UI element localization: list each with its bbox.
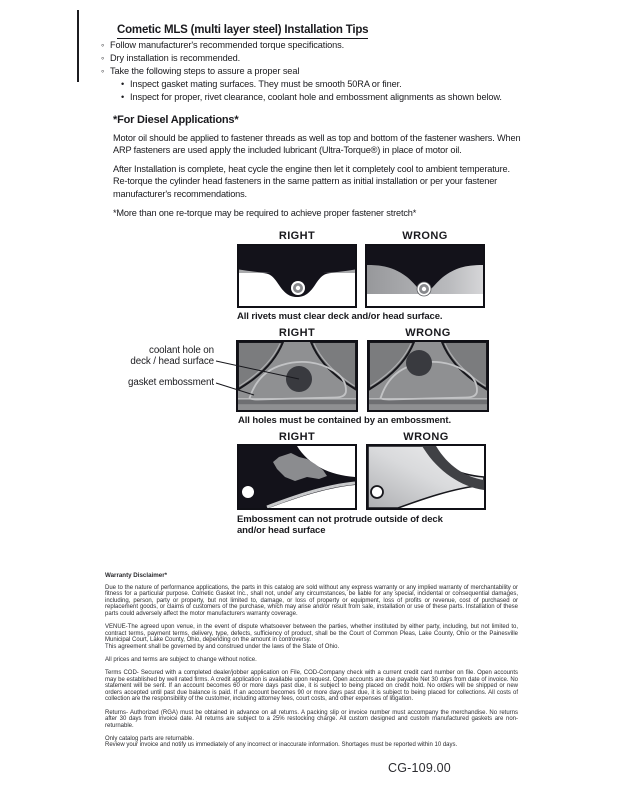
crop-mark-line: [77, 10, 79, 82]
tip-text: Dry installation is recommended.: [110, 53, 241, 63]
tip-sub-item: [121, 78, 502, 91]
embossment-wrong-diagram: [366, 444, 486, 510]
tip-item: [101, 65, 502, 78]
tips-list: [101, 39, 502, 104]
rivet-interfere-illustration: [367, 246, 483, 306]
diesel-paragraph: Motor oil should be applied to fastener threads as well as top and bottom of the fastener washers. When ARP fasteners are used apply the included lubricant (Ultra-Torque®) in place of motor oil.: [113, 132, 521, 156]
gasket-embossment-annotation: gasket embossment: [128, 377, 214, 388]
rivet-caption: All rivets must clear deck and/or head surface.: [237, 311, 443, 322]
legal-paragraph: Returns- Authorized (RGA) must be obtained in advance on all returns. A packing slip or invoice number must accompany the merchandise. No returns after 30 days from invoice date. All returns are subject to a 25% restocking charge. All custom designed and custom manufactured gaskets are non-returnable.: [105, 709, 518, 729]
embossment-right-diagram: [237, 444, 357, 510]
hole-not-contained-illustration: [369, 342, 487, 410]
warranty-heading: Warranty Disclaimer*: [105, 572, 168, 579]
legal-paragraph: This agreement shall be governed by and construed under the laws of the State of Ohio.: [105, 643, 340, 650]
coolant-hole-wrong-diagram: [367, 340, 489, 412]
legal-paragraph: Only catalog parts are returnable.: [105, 735, 195, 742]
tip-item: [101, 52, 502, 65]
rivet-clear-illustration: [239, 246, 355, 306]
legal-paragraph: Terms COD- Secured with a completed dealer/jobber application on File, COD-Company check with a current credit card number on file. Open accounts may be established by well rated firms. A credit application is available upon request. Open accounts are due payable Net 30 days from date of invoice. No statement will be sent. If an account becomes 60 or more days past due, it is subject to being placed on credit hold. No orders will be shipped or new orders accepted until past due balance is paid. If an account becomes 90 or more days past due, it is subject to being placed for collections. All costs of collection are the responsibility of the customer, including attorney fees, court costs, and other expenses of litigation.: [105, 670, 518, 703]
sub-bullet-icon: •: [121, 92, 125, 102]
rivet-wrong-diagram: [365, 244, 485, 308]
diesel-heading: *For Diesel Applications*: [113, 114, 239, 126]
legal-paragraph: Review your invoice and notify us immediately of any incorrect or inaccurate information. Shortages must be reported within 10 days.: [105, 742, 458, 749]
legal-paragraph: Due to the nature of performance applications, the parts in this catalog are sold without any express warranty or any implied warranty of merchantability or fitness for a particular purpose. Cometic Gasket Inc., shall not, under any circumstances, be liable for any special, incidental or consequential damages, including, person, party or property, but not limited to, damage, or loss of property or equipment, loss of profits or revenue, cost of purchased or replacement goods, or claims of customers of the purchase, which may arise and/or result from sale, installation or use of these parts. Installation of these parts could adversely affect the motor manufacturers warranty coverage.: [105, 584, 518, 617]
legal-paragraph: VENUE-The agreed upon venue, in the event of dispute whatsoever between the parties, whether instituted by either party, including, but not limited to, contract terms, payment terms, delivery, type, defects, sufficiency of product, shall be the Court of Common Pleas, Lake County, Ohio or the Painesville Municipal Court, Lake County, Ohio, depending on the amount in controversy.: [105, 624, 518, 644]
hole-contained-illustration: [238, 342, 356, 410]
tip-sub-item: [121, 91, 502, 104]
bullet-icon: ◦: [101, 53, 105, 63]
warranty-disclaimer-section: [105, 573, 518, 749]
tip-text: Take the following steps to assure a proper seal: [110, 66, 300, 76]
tip-item: [101, 39, 502, 52]
bullet-icon: ◦: [101, 66, 105, 76]
rivet-right-diagram: [237, 244, 357, 308]
right-label: RIGHT: [278, 230, 316, 242]
wrong-label: WRONG: [403, 431, 449, 443]
bullet-icon: ◦: [101, 40, 105, 50]
diesel-section: [113, 114, 521, 225]
coolant-hole-right-diagram: [236, 340, 358, 412]
coolant-hole-annotation: coolant hole on deck / head surface: [130, 345, 214, 367]
embossment-inside-illustration: [239, 446, 355, 508]
wrong-label: WRONG: [405, 327, 451, 339]
embossment-protruding-illustration: [368, 446, 484, 508]
right-label: RIGHT: [278, 431, 316, 443]
holes-caption: All holes must be contained by an embossment.: [238, 415, 451, 426]
sub-bullet-icon: •: [121, 79, 125, 89]
legal-paragraph: All prices and terms are subject to change without notice.: [105, 656, 257, 663]
right-label: RIGHT: [278, 327, 316, 339]
tip-text: Inspect gasket mating surfaces. They must be smooth 50RA or finer.: [130, 79, 402, 89]
diesel-note: *More than one re-torque may be required to achieve proper fastener stretch*: [113, 207, 417, 218]
page-number: CG-109.00: [388, 761, 451, 775]
diesel-paragraph: After Installation is complete, heat cycle the engine then let it completely cool to ambient temperature. Re-torque the cylinder head fasteners in the same pattern as initial installation or per your fastener manufacturer's recommendations.: [113, 163, 510, 199]
tip-text: Inspect for proper, rivet clearance, coolant hole and embossment alignments as shown below.: [130, 92, 502, 102]
tip-text: Follow manufacturer's recommended torque specifications.: [110, 40, 345, 50]
page-title: Cometic MLS (multi layer steel) Installation Tips: [117, 24, 368, 39]
embossment-caption: Embossment can not protrude outside of deck and/or head surface: [237, 514, 443, 536]
wrong-label: WRONG: [402, 230, 448, 242]
